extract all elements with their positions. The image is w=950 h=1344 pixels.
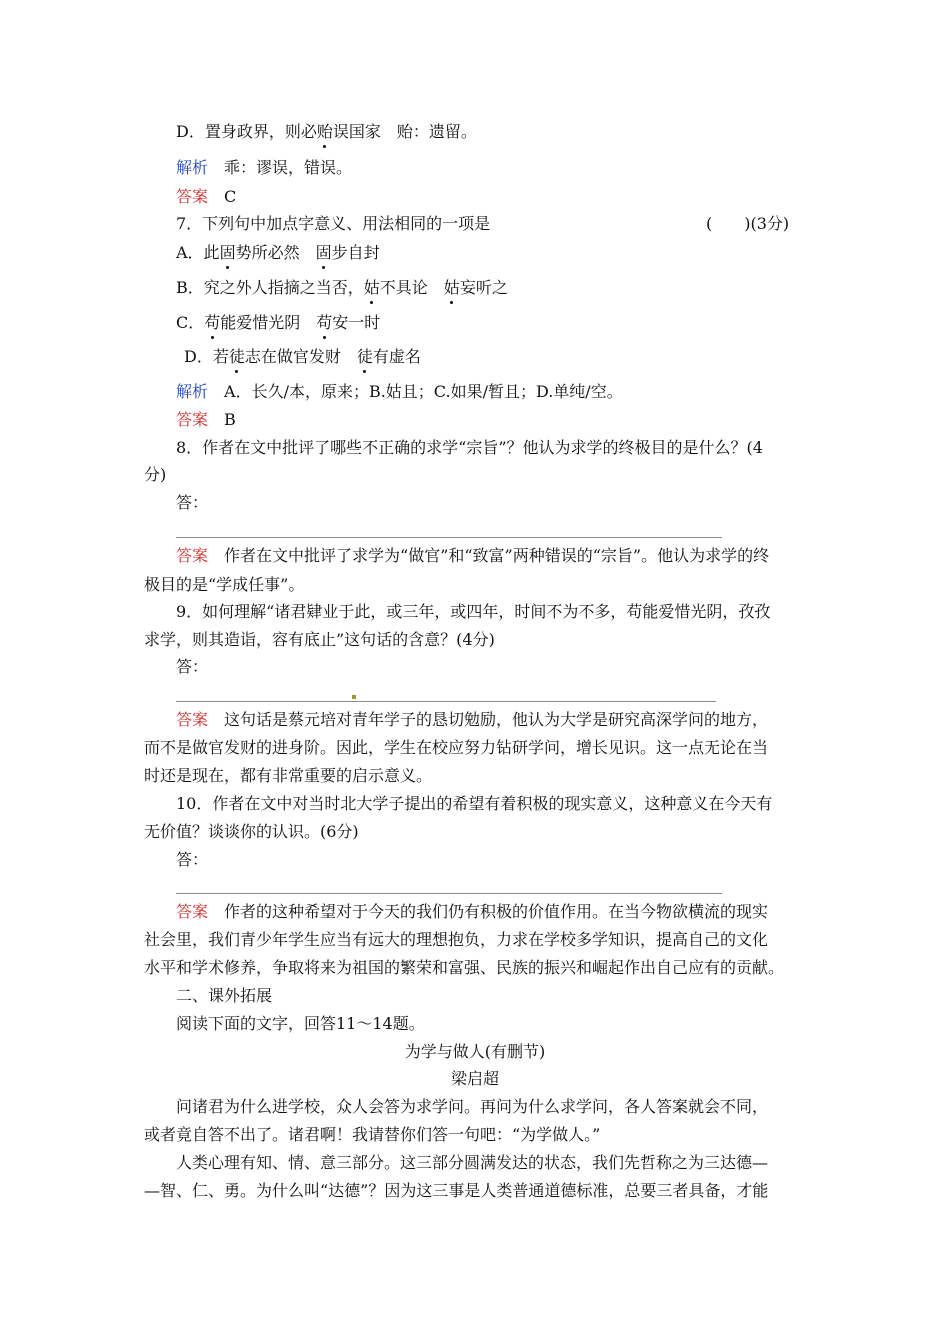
q6-option-d: D．置身政界，则必贻误国家 贻：遗留。	[176, 122, 477, 141]
emphasis-dot-char: 徒	[356, 347, 373, 366]
print-speck	[352, 695, 356, 699]
emphasis-dot-char: 姑	[443, 278, 460, 297]
q7-answer: 答案 B	[176, 410, 236, 429]
q10-stem-line1: 10．作者在文中对当时北大学子提出的希望有着积极的现实意义，这种意义在今天有	[176, 794, 773, 813]
emphasis-dot-char: 固	[219, 243, 236, 262]
q10-stem-line2: 无价值？谈谈你的认识。(6分)	[144, 822, 359, 841]
answer-label: 答案	[176, 710, 209, 729]
analysis-label: 解析	[176, 158, 209, 177]
emphasis-dot-char: 固	[315, 243, 332, 262]
article-p1-line1: 问诸君为什么进学校，众人会答为求学问。再问为什么求学问，各人答案就会不同，	[176, 1097, 769, 1116]
q7-analysis: 解析 A．长久/本，原来；B.姑且；C.如果/暂且；D.单纯/空。	[176, 382, 623, 401]
q9-stem-line1: 9．如何理解“诸君肄业于此，或三年，或四年，时间不为不多，苟能爱惜光阴，孜孜	[176, 602, 771, 621]
q8-stem-line2: 分)	[144, 465, 167, 484]
q7-option-d: D．若徒志在做官发财 徒有虚名	[184, 347, 421, 366]
q9-answer-prompt: 答：	[176, 657, 209, 676]
answer-line	[176, 537, 722, 538]
answer-line	[176, 893, 722, 894]
q9-stem-line2: 求学，则其造诣，容有底止”这句话的含意？(4分)	[144, 630, 495, 649]
analysis-label: 解析	[176, 382, 209, 401]
emphasis-dot-char: 苟	[316, 313, 333, 332]
q7-stem: 7．下列句中加点字意义、用法相同的一项是	[176, 214, 491, 233]
article-p1-line2: 或者竟自答不出了。诸君啊！我请替你们答一句吧：“为学做人。”	[144, 1125, 601, 1144]
q10-answer-line3: 水平和学术修养，争取将来为祖国的繁荣和富强、民族的振兴和崛起作出自己应有的贡献。	[144, 958, 785, 977]
answer-label: 答案	[176, 187, 209, 206]
article-author: 梁启超	[450, 1069, 499, 1088]
q7-option-a: A．此固势所必然 固步自封	[176, 243, 380, 262]
emphasis-dot-char: 贻	[316, 122, 333, 141]
q9-answer-line3: 时还是现在，都有非常重要的启示意义。	[144, 766, 433, 785]
answer-label: 答案	[176, 410, 209, 429]
answer-label: 答案	[176, 546, 209, 565]
q7-option-b: B．究之外人指摘之当否，姑不具论 姑妄听之	[176, 278, 508, 297]
q7-score: ( )(3分)	[706, 214, 790, 233]
q8-answer-line1: 答案 作者在文中批评了求学为“做官”和“致富”两种错误的“宗旨”。他认为求学的终	[176, 546, 770, 565]
answer-label: 答案	[176, 902, 209, 921]
q6-answer: 答案 C	[176, 187, 237, 206]
q6-analysis: 解析 乖：谬误，错误。	[176, 158, 353, 177]
article-p2-line2: —智、仁、勇。为什么叫“达德”？因为这三事是人类普通道德标准，总要三者具备，才能	[144, 1181, 769, 1200]
article-title: 为学与做人(有删节)	[404, 1042, 546, 1061]
q10-answer-prompt: 答：	[176, 850, 209, 869]
q8-stem-line1: 8．作者在文中批评了哪些不正确的求学“宗旨”？他认为求学的终极目的是什么？(4	[176, 438, 763, 457]
answer-line	[176, 701, 716, 702]
section-heading: 二、课外拓展	[176, 986, 273, 1005]
q10-answer-line1: 答案 作者的这种希望对于今天的我们仍有积极的价值作用。在当今物欲横流的现实	[176, 902, 769, 921]
q9-answer-line1: 答案 这句话是蔡元培对青年学子的恳切勉励，他认为大学是研究高深学问的地方，	[176, 710, 769, 729]
emphasis-dot-char: 徒	[228, 347, 245, 366]
article-p2-line1: 人类心理有知、情、意三部分。这三部分圆满发达的状态，我们先哲称之为三达德—	[176, 1153, 769, 1172]
reading-instruction: 阅读下面的文字，回答11～14题。	[176, 1014, 425, 1033]
q9-answer-line2: 而不是做官发财的进身阶。因此，学生在校应努力钻研学问，增长见识。这一点无论在当	[144, 738, 769, 757]
emphasis-dot-char: 姑	[363, 278, 380, 297]
q10-answer-line2: 社会里，我们青少年学生应当有远大的理想抱负，力求在学校多学知识，提高自己的文化	[144, 930, 769, 949]
q7-option-c: C．苟能爱惜光阴 苟安一时	[176, 313, 381, 332]
q8-answer-line2: 极目的是“学成任事”。	[144, 575, 305, 594]
emphasis-dot-char: 苟	[204, 313, 221, 332]
q8-answer-prompt: 答：	[176, 493, 209, 512]
